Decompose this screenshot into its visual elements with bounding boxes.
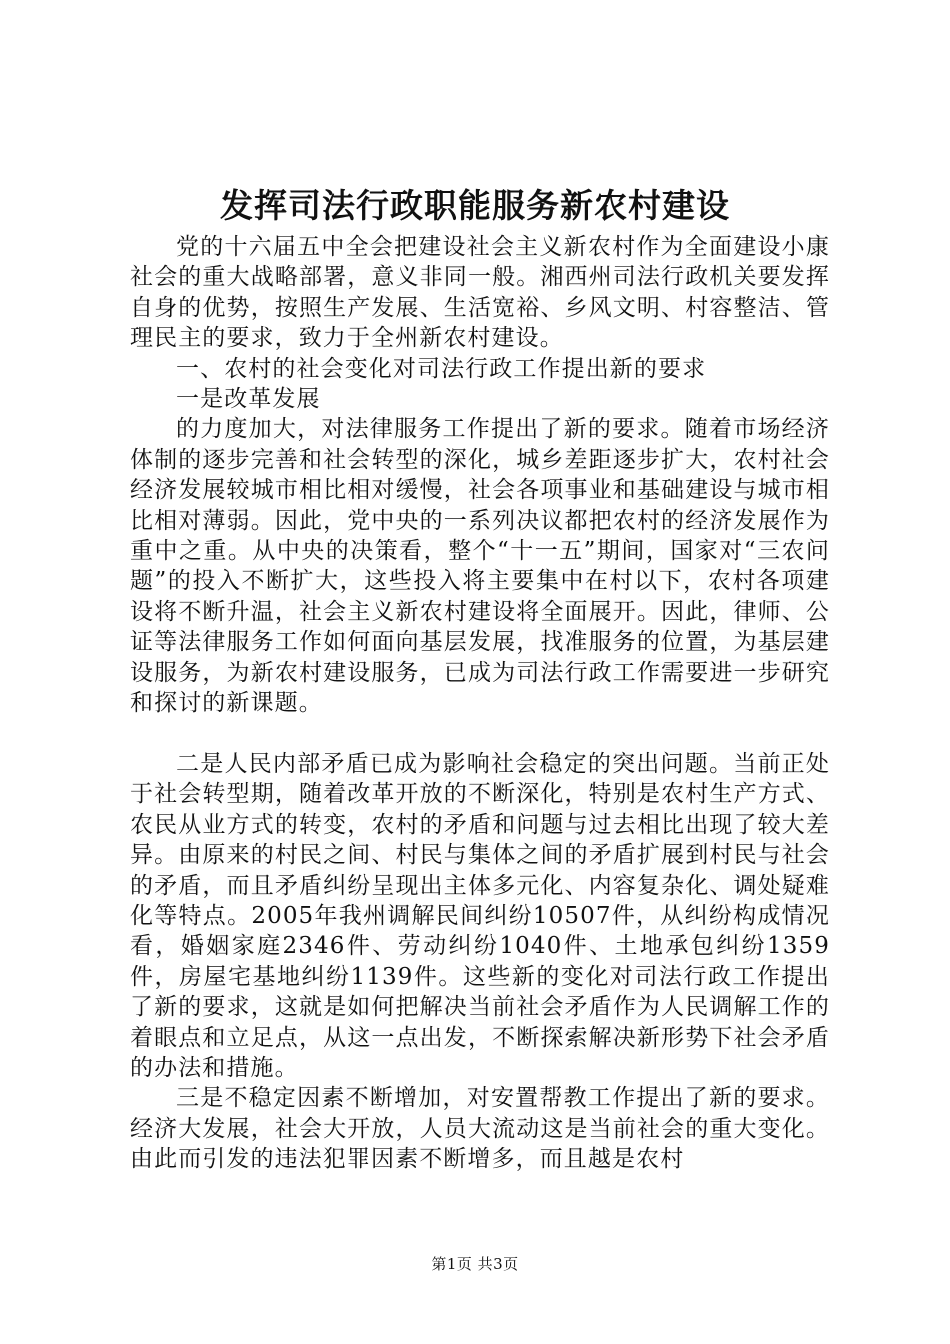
section-heading-1: 一、农村的社会变化对司法行政工作提出新的要求 — [176, 355, 707, 382]
subheading-reform: 一是改革发展 — [176, 386, 321, 413]
paragraph-instability: 三是不稳定因素不断增加，对安置帮教工作提出了新的要求。经济大发展，社会大开放，人员大流动这是当前社会的重大变化。由此而引发的违法犯罪因素不断增多，而且越是农村 — [130, 1085, 830, 1173]
page-number-footer: 第1页 共3页 — [431, 1255, 519, 1273]
document-body — [130, 232, 830, 1175]
paragraph-legal-services: 的力度加大，对法律服务工作提出了新的要求。随着市场经济体制的逐步完善和社会转型的深化，城乡差距逐步扩大，农村社会经济发展较城市相比相对缓慢，社会各项事业和基础建设与城市相比相对薄弱。因此，党中央的一系列决议都把农村的经济发展作为重中之重。从中央的决策看，整个“十一五”期间，国家对“三农问题”的投入不断扩大，这些投入将主要集中在村以下，农村各项建设将不断升温，社会主义新农村建设将全面展开。因此，律师、公证等法律服务工作如何面向基层发展，找准服务的位置，为基层建设服务，为新农村建设服务，已成为司法行政工作需要进一步研究和探讨的新课题。 — [130, 416, 830, 717]
document-title: 发挥司法行政职能服务新农村建设 — [220, 186, 730, 225]
paragraph-internal-contradictions: 二是人民内部矛盾已成为影响社会稳定的突出问题。当前正处于社会转型期，随着改革开放的不断深化，特别是农村生产方式、农民从业方式的转变，农村的矛盾和问题与过去相比出现了较大差异。由原来的村民之间、村民与集体之间的矛盾扩展到村民与社会的矛盾，而且矛盾纠纷呈现出主体多元化、内容复杂化、调处疑难化等特点。2005年我州调解民间纠纷10507件，从纠纷构成情况看，婚姻家庭2346件、劳动纠纷1040件、土地承包纠纷1359件，房屋宅基地纠纷1139件。这些新的变化对司法行政工作提出了新的要求，这就是如何把解决当前社会矛盾作为人民调解工作的着眼点和立足点，从这一点出发，不断探索解决新形势下社会矛盾的办法和措施。 — [130, 750, 830, 1081]
paragraph-intro: 党的十六届五中全会把建设社会主义新农村作为全面建设小康社会的重大战略部署，意义非同一般。湘西州司法行政机关要发挥自身的优势，按照生产发展、生活宽裕、乡风文明、村容整洁、管理民主的要求，致力于全州新农村建设。 — [130, 234, 830, 352]
